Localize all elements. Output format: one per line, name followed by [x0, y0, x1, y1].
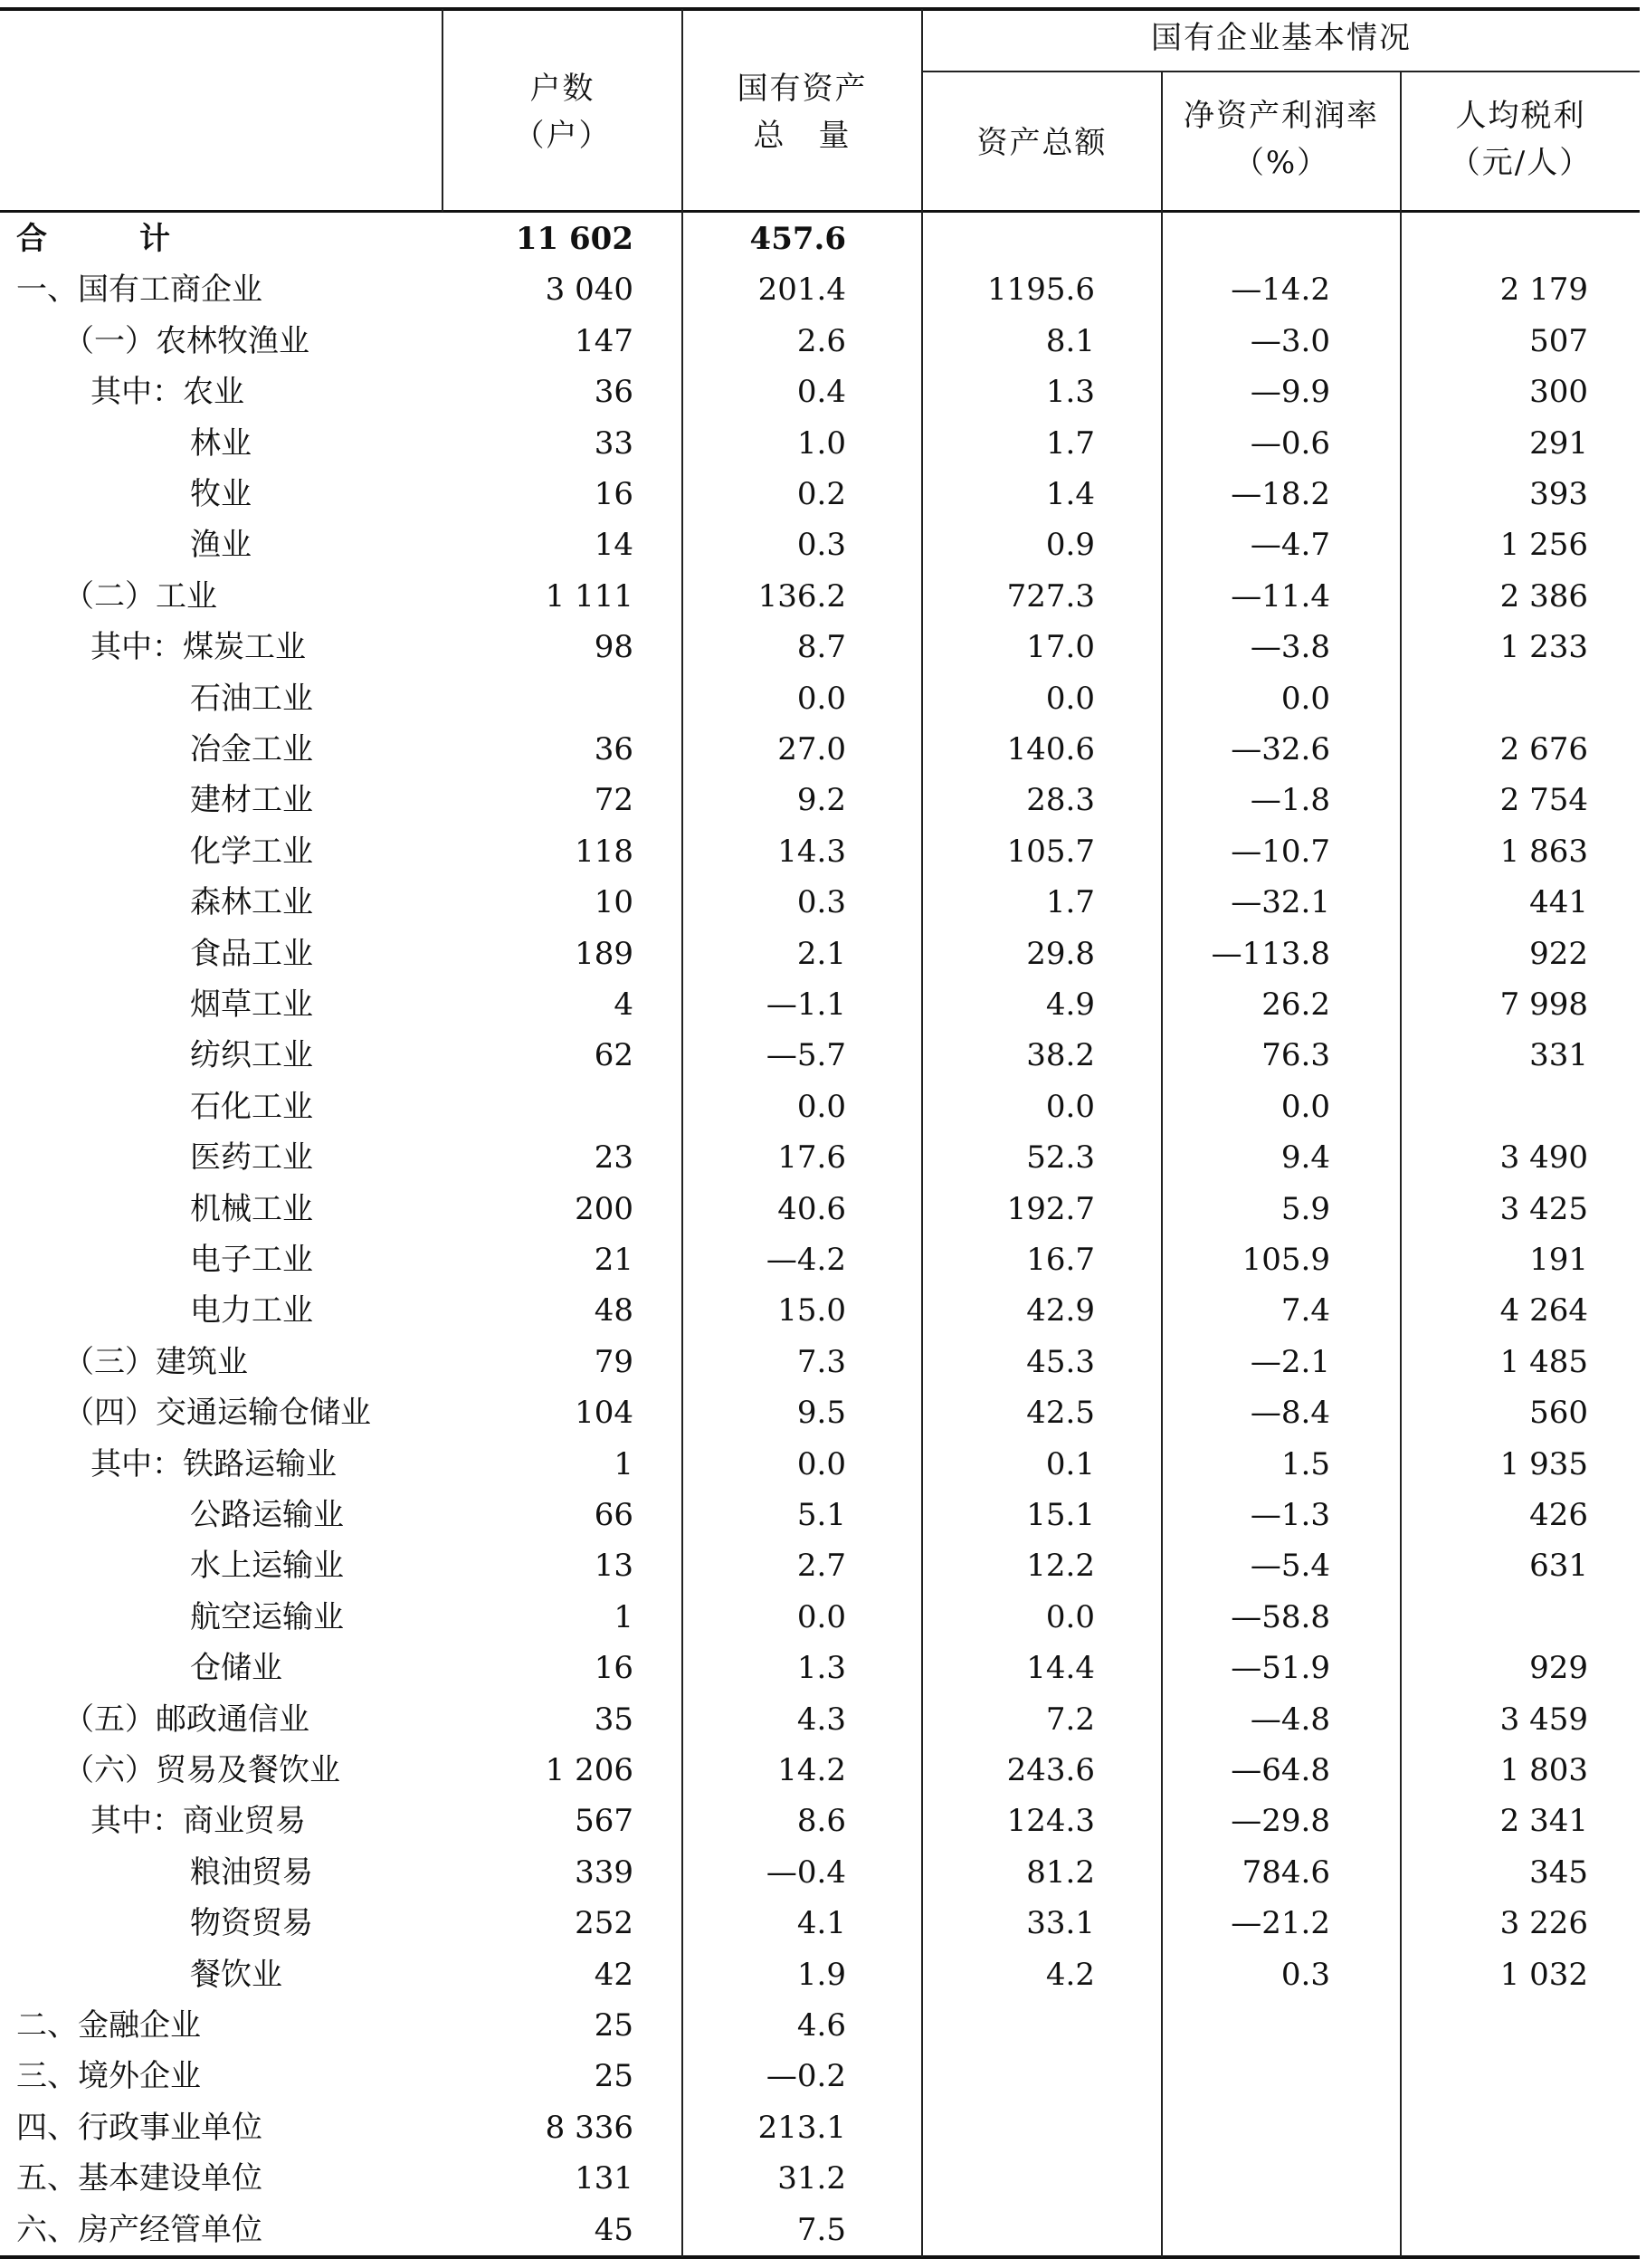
- profit-rate-cell: [1158, 214, 1330, 264]
- tax-per-capita-cell: 426: [1529, 1497, 1588, 1533]
- state-assets-cell: 0.0: [796, 1445, 846, 1482]
- households-cell: 16: [594, 1650, 633, 1687]
- households-cell: 3 040: [545, 272, 633, 309]
- households-cell: 25: [594, 2058, 633, 2095]
- total-assets-cell: 16.7: [1026, 1242, 1095, 1278]
- households-cell: 200: [575, 1190, 633, 1227]
- table-row: [0, 1082, 1640, 1132]
- households-cell: 36: [594, 374, 633, 411]
- row-label: 烟草工业: [190, 986, 313, 1023]
- total-assets-cell: 17.0: [1026, 629, 1095, 666]
- row-label: （五）邮政通信业: [63, 1701, 309, 1738]
- state-assets-cell: 213.1: [757, 2109, 846, 2146]
- total-assets-cell: 4.9: [1045, 986, 1095, 1023]
- state-assets-cell: 457.6: [749, 221, 846, 257]
- state-assets-cell: 27.0: [777, 731, 846, 767]
- households-cell: 66: [594, 1497, 633, 1533]
- row-label: 电子工业: [190, 1242, 313, 1278]
- households-cell: 33: [594, 424, 633, 462]
- row-label: 四、行政事业单位: [16, 2109, 262, 2146]
- table-row: [0, 1285, 1640, 1336]
- tax-per-capita-cell: [1398, 2205, 1588, 2255]
- state-assets-cell: 9.5: [796, 1395, 846, 1432]
- table-row: [0, 1694, 1640, 1745]
- households-cell: 48: [594, 1292, 633, 1329]
- table-row: [0, 1643, 1640, 1693]
- tax-per-capita-cell: 393: [1529, 476, 1588, 512]
- profit-rate-cell: 9.4: [1280, 1139, 1330, 1177]
- state-assets-cell: —0.2: [766, 2058, 846, 2095]
- row-label: 其中：煤炭工业: [90, 629, 306, 666]
- total-assets-cell: 124.3: [1006, 1803, 1095, 1840]
- total-assets-cell: 7.2: [1045, 1701, 1095, 1738]
- table-row: [0, 1234, 1640, 1285]
- tax-per-capita-cell: 3 226: [1499, 1905, 1588, 1942]
- profit-rate-cell: —14.2: [1231, 272, 1330, 309]
- table-row: [0, 469, 1640, 519]
- total-assets-cell: 1.7: [1045, 424, 1095, 462]
- state-assets-cell: 1.3: [796, 1650, 846, 1687]
- tax-per-capita-cell: 2 386: [1499, 577, 1588, 615]
- row-label: 石油工业: [190, 680, 313, 717]
- households-cell: 147: [575, 322, 633, 359]
- total-assets-cell: 8.1: [1045, 322, 1095, 359]
- total-assets-cell: 140.6: [1006, 731, 1095, 767]
- total-assets-cell: 12.2: [1026, 1548, 1095, 1585]
- profit-rate-cell: 0.3: [1280, 1956, 1330, 1993]
- households-cell: 118: [575, 833, 633, 870]
- state-assets-cell: 2.1: [796, 935, 846, 972]
- header-state-assets: 国有资产 总 量: [737, 71, 868, 154]
- table-row: [0, 724, 1640, 775]
- row-label: 航空运输业: [190, 1598, 344, 1635]
- total-assets-cell: 1.7: [1045, 884, 1095, 921]
- row-label: 一、国有工商企业: [16, 272, 262, 309]
- total-assets-cell: 0.0: [1045, 1088, 1095, 1125]
- state-assets-cell: 4.1: [796, 1905, 846, 1942]
- tax-per-capita-cell: [1398, 673, 1588, 724]
- state-assets-cell: 0.3: [796, 527, 846, 564]
- tax-per-capita-cell: [1398, 2153, 1588, 2204]
- row-label: 化学工业: [190, 833, 313, 870]
- profit-rate-cell: —18.2: [1231, 476, 1330, 512]
- households-cell: 45: [594, 2211, 633, 2248]
- row-label: 冶金工业: [190, 731, 313, 767]
- table-row: [0, 1745, 1640, 1796]
- tax-per-capita-cell: 1 863: [1499, 833, 1588, 870]
- total-assets-cell: 38.2: [1026, 1037, 1095, 1074]
- total-assets-cell: 29.8: [1026, 935, 1095, 972]
- state-assets-cell: —4.2: [766, 1242, 846, 1278]
- state-assets-cell: —5.7: [766, 1037, 846, 1074]
- table-row: [0, 264, 1640, 315]
- profit-rate-cell: —0.6: [1250, 424, 1330, 462]
- state-assets-cell: 5.1: [796, 1497, 846, 1533]
- households-cell: 1: [614, 1445, 633, 1482]
- row-label: 五、基本建设单位: [16, 2160, 262, 2197]
- tax-per-capita-cell: 1 256: [1499, 527, 1588, 564]
- profit-rate-cell: —2.1: [1250, 1343, 1330, 1380]
- table-row: [0, 1184, 1640, 1234]
- households-cell: 1: [614, 1598, 633, 1635]
- profit-rate-cell: —32.1: [1231, 884, 1330, 921]
- state-assets-cell: 15.0: [777, 1292, 846, 1329]
- households-cell: 35: [594, 1701, 633, 1738]
- table-row: [0, 979, 1640, 1030]
- households-cell: 16: [594, 476, 633, 512]
- total-assets-cell: 45.3: [1026, 1343, 1095, 1380]
- tax-per-capita-cell: 3 490: [1499, 1139, 1588, 1177]
- tax-per-capita-cell: 4 264: [1499, 1292, 1588, 1329]
- profit-rate-cell: 76.3: [1261, 1037, 1330, 1074]
- table-row: [0, 1898, 1640, 1949]
- row-label: （四）交通运输仓储业: [63, 1395, 371, 1432]
- row-label: 石化工业: [190, 1088, 313, 1125]
- table-row: [0, 877, 1640, 928]
- row-label: 仓储业: [190, 1650, 282, 1687]
- profit-rate-cell: 7.4: [1280, 1292, 1330, 1329]
- state-assets-cell: 1.9: [796, 1956, 846, 1993]
- profit-rate-cell: —51.9: [1231, 1650, 1330, 1687]
- header-total-assets: 资产总额: [976, 125, 1108, 161]
- state-assets-cell: 7.3: [796, 1343, 846, 1380]
- row-label: 医药工业: [190, 1139, 313, 1177]
- tax-per-capita-cell: 1 803: [1499, 1752, 1588, 1788]
- row-label: 机械工业: [190, 1190, 313, 1227]
- total-assets-cell: 192.7: [1006, 1190, 1095, 1227]
- profit-rate-cell: —32.6: [1231, 731, 1330, 767]
- group-header-rule: [921, 71, 1640, 72]
- tax-per-capita-cell: 2 341: [1499, 1803, 1588, 1840]
- profit-rate-cell: —58.8: [1231, 1598, 1330, 1635]
- households-cell: 1 206: [545, 1752, 633, 1788]
- profit-rate-cell: 1.5: [1280, 1445, 1330, 1482]
- households-cell: 36: [594, 731, 633, 767]
- profit-rate-cell: [1158, 2205, 1330, 2255]
- total-assets-cell: 81.2: [1026, 1853, 1095, 1891]
- total-assets-cell: [923, 2102, 1095, 2153]
- profit-rate-cell: [1158, 2051, 1330, 2101]
- total-assets-cell: 42.5: [1026, 1395, 1095, 1432]
- total-assets-cell: 727.3: [1006, 577, 1095, 615]
- header-profit-rate: 净资产利润率 （%）: [1184, 98, 1379, 181]
- households-cell: 62: [594, 1037, 633, 1074]
- table-row: [0, 2205, 1640, 2255]
- row-label: 粮油贸易: [190, 1853, 313, 1891]
- total-assets-cell: [923, 2000, 1095, 2051]
- households-cell: 567: [575, 1803, 633, 1840]
- tax-per-capita-cell: 631: [1529, 1548, 1588, 1585]
- total-assets-cell: 0.9: [1045, 527, 1095, 564]
- total-assets-cell: [923, 2153, 1095, 2204]
- profit-rate-cell: —1.8: [1250, 782, 1330, 819]
- profit-rate-cell: 26.2: [1261, 986, 1330, 1023]
- state-assets-cell: 0.4: [796, 374, 846, 411]
- row-label: 纺织工业: [190, 1037, 313, 1074]
- table-row: [0, 1490, 1640, 1540]
- table-row: [0, 1796, 1640, 1846]
- table-row: [0, 2153, 1640, 2204]
- total-assets-cell: 33.1: [1026, 1905, 1095, 1942]
- tax-per-capita-cell: 331: [1529, 1037, 1588, 1074]
- profit-rate-cell: 784.6: [1242, 1853, 1330, 1891]
- state-assets-cell: 0.2: [796, 476, 846, 512]
- profit-rate-cell: —113.8: [1211, 935, 1330, 972]
- state-assets-cell: 17.6: [777, 1139, 846, 1177]
- households-cell: 72: [594, 782, 633, 819]
- tax-per-capita-cell: 291: [1529, 424, 1588, 462]
- households-cell: 8 336: [545, 2109, 633, 2146]
- households-cell: 98: [594, 629, 633, 666]
- tax-per-capita-cell: 2 754: [1499, 782, 1588, 819]
- profit-rate-cell: —4.7: [1250, 527, 1330, 564]
- households-cell: 13: [594, 1548, 633, 1585]
- row-label: 森林工业: [190, 884, 313, 921]
- row-label: 其中：铁路运输业: [90, 1445, 337, 1482]
- state-assets-cell: 4.6: [796, 2007, 846, 2044]
- row-label: （二）工业: [63, 577, 217, 615]
- row-label: （三）建筑业: [63, 1343, 248, 1380]
- row-label: 物资贸易: [190, 1905, 313, 1942]
- state-assets-cell: 40.6: [777, 1190, 846, 1227]
- state-assets-cell: 9.2: [796, 782, 846, 819]
- total-assets-cell: [923, 2205, 1095, 2255]
- header-households: 户数 （户）: [513, 71, 612, 154]
- row-label: 牧业: [190, 476, 252, 512]
- households-cell: 4: [614, 986, 633, 1023]
- state-assets-cell: 0.3: [796, 884, 846, 921]
- table-row: [0, 1337, 1640, 1387]
- households-cell: 23: [594, 1139, 633, 1177]
- row-label: 其中：农业: [90, 374, 244, 411]
- table-row: [0, 316, 1640, 367]
- households-cell: 11 602: [515, 221, 633, 257]
- total-assets-cell: 105.7: [1006, 833, 1095, 870]
- profit-rate-cell: —3.0: [1250, 322, 1330, 359]
- tax-per-capita-cell: 1 233: [1499, 629, 1588, 666]
- row-label: 建材工业: [190, 782, 313, 819]
- table-row: [0, 929, 1640, 979]
- table-row: [0, 367, 1640, 417]
- households-cell: 79: [594, 1343, 633, 1380]
- total-assets-cell: 0.0: [1045, 1598, 1095, 1635]
- header-bottom-rule: [0, 210, 1640, 213]
- table-row: [0, 775, 1640, 825]
- tax-per-capita-cell: 1 032: [1499, 1956, 1588, 1993]
- profit-rate-cell: [1158, 2153, 1330, 2204]
- state-assets-cell: 201.4: [757, 272, 846, 309]
- tax-per-capita-cell: [1398, 1082, 1588, 1132]
- tax-per-capita-cell: 441: [1529, 884, 1588, 921]
- table-row: [0, 1949, 1640, 2000]
- tax-per-capita-cell: 3 459: [1499, 1701, 1588, 1738]
- profit-rate-cell: 105.9: [1242, 1242, 1330, 1278]
- total-assets-cell: 52.3: [1026, 1139, 1095, 1177]
- households-cell: 131: [575, 2160, 633, 2197]
- total-assets-cell: 0.0: [1045, 680, 1095, 717]
- total-assets-cell: [923, 2051, 1095, 2101]
- header-tax-per-capita: 人均税利 （元/人）: [1449, 98, 1593, 181]
- table-row: [0, 622, 1640, 672]
- tax-per-capita-cell: [1398, 214, 1588, 264]
- state-assets-cell: 14.3: [777, 833, 846, 870]
- tax-per-capita-cell: [1398, 2000, 1588, 2051]
- row-label: 林业: [190, 424, 252, 462]
- tax-per-capita-cell: 1 485: [1499, 1343, 1588, 1380]
- total-assets-cell: 0.1: [1045, 1445, 1095, 1482]
- households-cell: 14: [594, 527, 633, 564]
- profit-rate-cell: —8.4: [1250, 1395, 1330, 1432]
- state-assets-cell: 0.0: [796, 680, 846, 717]
- total-assets-cell: 1195.6: [987, 272, 1095, 309]
- row-label: 水上运输业: [190, 1548, 344, 1585]
- tax-per-capita-cell: [1398, 1592, 1588, 1643]
- state-assets-cell: 14.2: [777, 1752, 846, 1788]
- total-assets-cell: 1.4: [1045, 476, 1095, 512]
- state-assets-cell: 2.7: [796, 1548, 846, 1585]
- profit-rate-cell: —64.8: [1231, 1752, 1330, 1788]
- state-assets-cell: —1.1: [766, 986, 846, 1023]
- state-assets-cell: 0.0: [796, 1598, 846, 1635]
- households-cell: 42: [594, 1956, 633, 1993]
- table-row: [0, 214, 1640, 264]
- tax-per-capita-cell: 560: [1529, 1395, 1588, 1432]
- profit-rate-cell: —21.2: [1231, 1905, 1330, 1942]
- state-assets-cell: 31.2: [777, 2160, 846, 2197]
- tax-per-capita-cell: 922: [1529, 935, 1588, 972]
- households-cell: 10: [594, 884, 633, 921]
- state-assets-cell: 1.0: [796, 424, 846, 462]
- row-label: 三、境外企业: [16, 2058, 201, 2095]
- state-assets-cell: 4.3: [796, 1701, 846, 1738]
- households-cell: [443, 1082, 633, 1132]
- tax-per-capita-cell: 929: [1529, 1650, 1588, 1687]
- table-row: [0, 418, 1640, 469]
- tax-per-capita-cell: 7 998: [1499, 986, 1588, 1023]
- tax-per-capita-cell: 3 425: [1499, 1190, 1588, 1227]
- tax-per-capita-cell: 2 676: [1499, 731, 1588, 767]
- row-label: 餐饮业: [190, 1956, 282, 1993]
- total-assets-cell: [923, 214, 1095, 264]
- profit-rate-cell: 5.9: [1280, 1190, 1330, 1227]
- table-row: [0, 1030, 1640, 1081]
- row-label: 其中：商业贸易: [90, 1803, 306, 1840]
- households-cell: 189: [575, 935, 633, 972]
- total-assets-cell: 28.3: [1026, 782, 1095, 819]
- households-cell: 252: [575, 1905, 633, 1942]
- table-row: [0, 673, 1640, 724]
- row-label: 渔业: [190, 527, 252, 564]
- total-assets-cell: 42.9: [1026, 1292, 1095, 1329]
- profit-rate-cell: —3.8: [1250, 629, 1330, 666]
- tax-per-capita-cell: [1398, 2051, 1588, 2101]
- row-label: 电力工业: [190, 1292, 313, 1329]
- table-top-rule: [0, 7, 1640, 11]
- table-row: [0, 826, 1640, 877]
- profit-rate-cell: —1.3: [1250, 1497, 1330, 1533]
- table-row: [0, 1540, 1640, 1591]
- total-assets-cell: 14.4: [1026, 1650, 1095, 1687]
- total-assets-cell: 15.1: [1026, 1497, 1095, 1533]
- state-assets-cell: 0.0: [796, 1088, 846, 1125]
- households-cell: 25: [594, 2007, 633, 2044]
- state-assets-cell: —0.4: [766, 1853, 846, 1891]
- households-cell: 339: [575, 1853, 633, 1891]
- total-assets-cell: 1.3: [1045, 374, 1095, 411]
- table-row: [0, 2000, 1640, 2051]
- profit-rate-cell: [1158, 2102, 1330, 2153]
- profit-rate-cell: —11.4: [1231, 577, 1330, 615]
- profit-rate-cell: —4.8: [1250, 1701, 1330, 1738]
- row-label: 公路运输业: [190, 1497, 344, 1533]
- state-assets-cell: 7.5: [796, 2211, 846, 2248]
- profit-rate-cell: 0.0: [1280, 1088, 1330, 1125]
- table-row: [0, 519, 1640, 570]
- tax-per-capita-cell: 2 179: [1499, 272, 1588, 309]
- households-cell: 21: [594, 1242, 633, 1278]
- table-bottom-rule: [0, 2255, 1640, 2259]
- tax-per-capita-cell: 507: [1529, 322, 1588, 359]
- row-label: （六）贸易及餐饮业: [63, 1752, 340, 1788]
- tax-per-capita-cell: 191: [1529, 1242, 1588, 1278]
- table-row: [0, 2102, 1640, 2153]
- total-assets-cell: 4.2: [1045, 1956, 1095, 1993]
- households-cell: [443, 673, 633, 724]
- profit-rate-cell: —10.7: [1231, 833, 1330, 870]
- households-cell: 1 111: [545, 577, 633, 615]
- state-assets-cell: 136.2: [757, 577, 846, 615]
- state-assets-cell: 2.6: [796, 322, 846, 359]
- table-row: [0, 1847, 1640, 1898]
- tax-per-capita-cell: [1398, 2102, 1588, 2153]
- profit-rate-cell: —9.9: [1250, 374, 1330, 411]
- profit-rate-cell: [1158, 2000, 1330, 2051]
- tax-per-capita-cell: 300: [1529, 374, 1588, 411]
- tax-per-capita-cell: 1 935: [1499, 1445, 1588, 1482]
- row-label: 合 计: [16, 221, 170, 257]
- state-assets-cell: 8.7: [796, 629, 846, 666]
- table-row: [0, 571, 1640, 622]
- row-label: （一）农林牧渔业: [63, 322, 309, 359]
- profit-rate-cell: —29.8: [1231, 1803, 1330, 1840]
- header-group-title: 国有企业基本情况: [1151, 20, 1412, 56]
- households-cell: 104: [575, 1395, 633, 1432]
- table-row: [0, 1439, 1640, 1490]
- row-label: 食品工业: [190, 935, 313, 972]
- table-row: [0, 1132, 1640, 1183]
- row-label: 二、金融企业: [16, 2007, 201, 2044]
- tax-per-capita-cell: 345: [1529, 1853, 1588, 1891]
- table-row: [0, 2051, 1640, 2101]
- row-label: 六、房产经管单位: [16, 2211, 262, 2248]
- profit-rate-cell: —5.4: [1250, 1548, 1330, 1585]
- profit-rate-cell: 0.0: [1280, 680, 1330, 717]
- state-assets-cell: 8.6: [796, 1803, 846, 1840]
- table-row: [0, 1592, 1640, 1643]
- total-assets-cell: 243.6: [1006, 1752, 1095, 1788]
- table-row: [0, 1387, 1640, 1438]
